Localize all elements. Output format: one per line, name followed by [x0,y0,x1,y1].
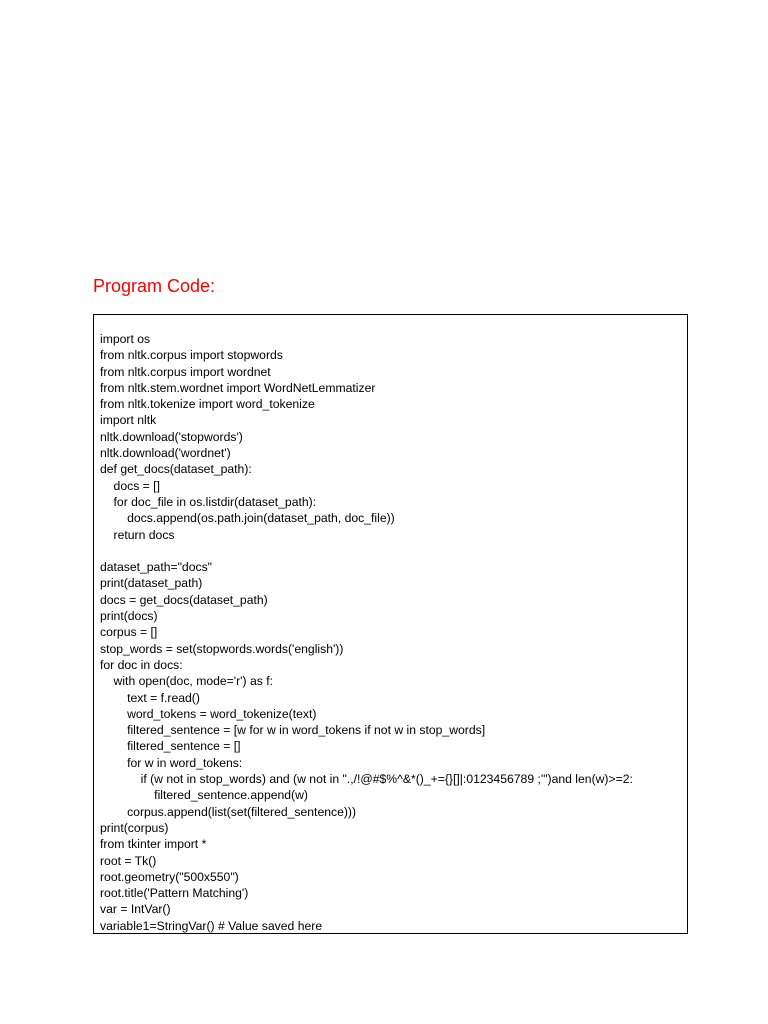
code-line: for doc_file in os.listdir(dataset_path): [100,494,317,509]
section-heading: Program Code: [93,276,216,296]
code-line: from tkinter import * [100,837,207,852]
code-line: print(docs) [100,609,158,624]
code-line: with open(doc, mode='r') as f: [100,674,273,689]
code-line: from nltk.corpus import wordnet [100,364,271,379]
code-line: corpus = [] [100,625,158,640]
code-line: docs = get_docs(dataset_path) [100,592,268,607]
code-line: root.geometry("500x550") [100,869,239,884]
code-line: var = IntVar() [100,902,171,917]
code-line: corpus.append(list(set(filtered_sentence))) [100,804,357,819]
code-line: from nltk.corpus import stopwords [100,348,283,363]
code-lines [100,331,683,934]
code-line: root = Tk() [100,853,157,868]
code-line: filtered_sentence = [w for w in word_tokens if not w in stop_words] [100,723,486,738]
code-line: print(dataset_path) [100,576,203,591]
code-line: root.title('Pattern Matching') [100,886,249,901]
code-line: from nltk.tokenize import word_tokenize [100,397,315,412]
code-line: print(corpus) [100,820,169,835]
code-line: variable1=StringVar() # Value saved here [100,918,323,933]
code-line: import nltk [100,413,157,428]
code-line: docs.append(os.path.join(dataset_path, doc_file)) [100,511,395,526]
code-line: import os [100,332,151,346]
code-line [100,543,683,559]
code-line: word_tokens = word_tokenize(text) [100,706,317,721]
code-line: for doc in docs: [100,657,183,672]
code-line: text = f.read() [100,690,200,705]
code-line: return docs [100,527,175,542]
code-block [93,314,688,934]
code-line: def get_docs(dataset_path): [100,462,252,477]
code-line: if (w not in stop_words) and (w not in ".,/!@#$%^&*()_+={}[]|:0123456789 ;'")and len(w)>=2: [100,772,633,787]
code-line: from nltk.stem.wordnet import WordNetLemmatizer [100,380,376,395]
code-line: docs = [] [100,478,160,493]
code-line: for w in word_tokens: [100,755,243,770]
code-line: filtered_sentence = [] [100,739,241,754]
code-line: dataset_path="docs" [100,560,212,575]
code-line: filtered_sentence.append(w) [100,788,308,803]
code-line: nltk.download('stopwords') [100,429,243,444]
code-line: stop_words = set(stopwords.words('english')) [100,641,344,656]
code-line: nltk.download('wordnet') [100,446,231,461]
